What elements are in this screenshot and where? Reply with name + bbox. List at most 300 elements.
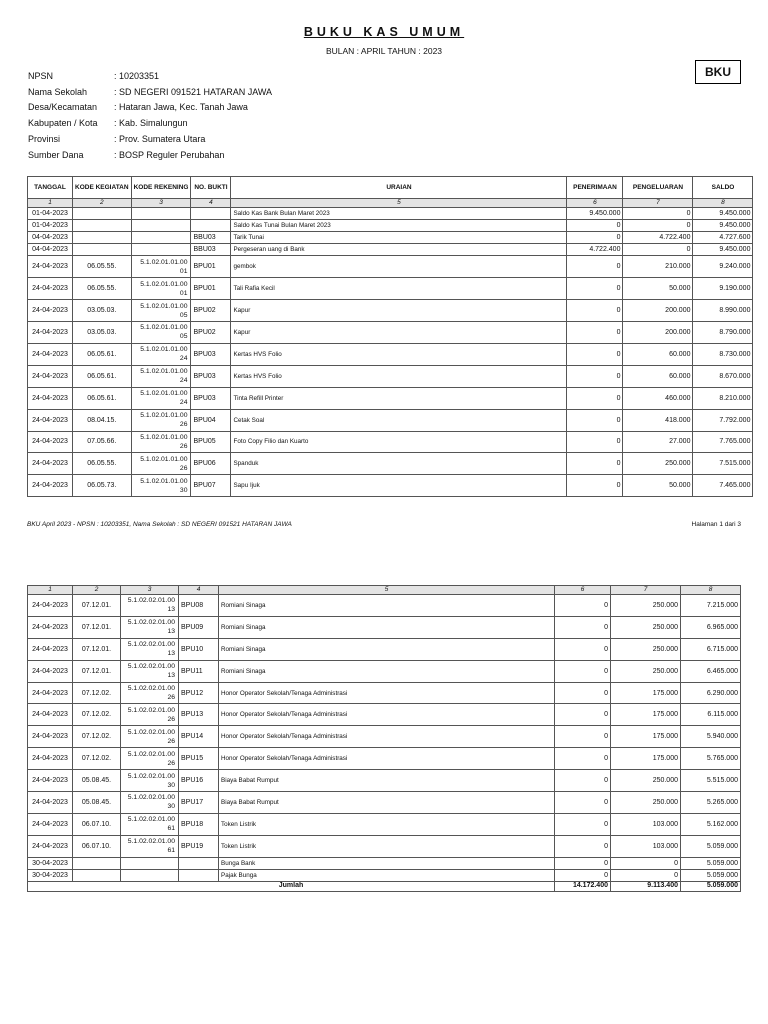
- cell-pengeluaran: 418.000: [623, 409, 693, 431]
- cell-penerimaan: 0: [555, 682, 611, 704]
- cell-uraian: Token Listrik: [219, 835, 555, 857]
- cell-penerimaan: 0: [555, 660, 611, 682]
- table-row: [28, 208, 753, 220]
- info-value: : BOSP Reguler Perubahan: [114, 149, 225, 160]
- cell-tanggal: 24-04-2023: [28, 409, 73, 431]
- cell-kode-rekening: 5.1.02.01.01.00 26: [131, 431, 191, 453]
- table-row: [28, 748, 741, 770]
- info-label: NPSN: [28, 70, 54, 81]
- cell-kode-kegiatan: 06.05.61.: [73, 365, 132, 387]
- info-row: [28, 115, 272, 131]
- cell-kode-kegiatan: 07.12.02.: [73, 726, 121, 748]
- column-header: TANGGAL: [28, 177, 73, 199]
- cell-kode-rekening: 5.1.02.01.01.00 05: [131, 300, 191, 322]
- table-row: [28, 322, 753, 344]
- cell-no-bukti: BPU11: [179, 660, 219, 682]
- cell-uraian: Romiani Sinaga: [219, 638, 555, 660]
- cell-tanggal: 24-04-2023: [28, 748, 73, 770]
- cell-penerimaan: 0: [555, 726, 611, 748]
- cell-kode-rekening: 5.1.02.02.01.00 13: [121, 595, 179, 617]
- cell-kode-rekening: 5.1.02.02.01.00 26: [121, 682, 179, 704]
- info-row: [28, 68, 272, 84]
- bku-badge: BKU: [695, 60, 741, 84]
- cell-pengeluaran: 60.000: [623, 343, 693, 365]
- cell-uraian: Foto Copy Filio dan Kuarto: [231, 431, 567, 453]
- cell-kode-rekening: 5.1.02.02.01.00 61: [121, 835, 179, 857]
- cell-no-bukti: BPU18: [179, 813, 219, 835]
- cell-no-bukti: BPU12: [179, 682, 219, 704]
- info-row: [28, 147, 272, 163]
- cell-saldo: 7.515.000: [693, 453, 753, 475]
- cell-kode-rekening: 5.1.02.01.01.00 26: [131, 453, 191, 475]
- cell-pengeluaran: 175.000: [611, 682, 681, 704]
- cell-kode-kegiatan: [73, 232, 132, 244]
- cell-pengeluaran: 50.000: [623, 278, 693, 300]
- cell-pengeluaran: 175.000: [611, 704, 681, 726]
- cell-uraian: gembok: [231, 256, 567, 278]
- cell-penerimaan: 0: [555, 813, 611, 835]
- cell-tanggal: 24-04-2023: [28, 726, 73, 748]
- table-row: [28, 704, 741, 726]
- column-number: 3: [121, 586, 179, 595]
- cell-uraian: Romiani Sinaga: [219, 595, 555, 617]
- cell-uraian: Romiani Sinaga: [219, 660, 555, 682]
- school-info: [28, 68, 272, 163]
- cell-tanggal: 24-04-2023: [28, 638, 73, 660]
- column-number: 6: [567, 199, 623, 208]
- cell-penerimaan: 0: [555, 748, 611, 770]
- cell-kode-kegiatan: 05.08.45.: [73, 770, 121, 792]
- table-row: [28, 409, 753, 431]
- cell-no-bukti: BPU14: [179, 726, 219, 748]
- cell-saldo: 8.210.000: [693, 387, 753, 409]
- cell-pengeluaran: 250.000: [611, 770, 681, 792]
- cell-kode-kegiatan: 07.05.66.: [73, 431, 132, 453]
- cell-kode-rekening: 5.1.02.01.01.00 01: [131, 278, 191, 300]
- cell-no-bukti: BPU08: [179, 595, 219, 617]
- cell-penerimaan: 0: [567, 322, 623, 344]
- ledger-table-page-1: [27, 176, 753, 497]
- info-row: [28, 84, 272, 100]
- total-label: Jumlah: [28, 881, 555, 891]
- cell-kode-rekening: [131, 244, 191, 256]
- cell-saldo: 4.727.600: [693, 232, 753, 244]
- cell-penerimaan: 0: [567, 475, 623, 497]
- cell-no-bukti: [179, 869, 219, 881]
- table-row: [28, 256, 753, 278]
- cell-pengeluaran: 50.000: [623, 475, 693, 497]
- cell-tanggal: 24-04-2023: [28, 453, 73, 475]
- info-value: : 10203351: [114, 70, 160, 81]
- cell-no-bukti: BBU03: [191, 244, 231, 256]
- cell-uraian: Tinta Refill Printer: [231, 387, 567, 409]
- cell-pengeluaran: 103.000: [611, 835, 681, 857]
- cell-pengeluaran: 250.000: [611, 616, 681, 638]
- cell-saldo: 5.059.000: [681, 869, 741, 881]
- cell-tanggal: 30-04-2023: [28, 869, 73, 881]
- cell-kode-kegiatan: [73, 220, 132, 232]
- cell-saldo: 9.240.000: [693, 256, 753, 278]
- cell-kode-kegiatan: [73, 869, 121, 881]
- cell-no-bukti: BPU13: [179, 704, 219, 726]
- cell-tanggal: 24-04-2023: [28, 475, 73, 497]
- cell-kode-rekening: 5.1.02.01.01.00 24: [131, 365, 191, 387]
- cell-tanggal: 04-04-2023: [28, 244, 73, 256]
- cell-pengeluaran: 103.000: [611, 813, 681, 835]
- cell-no-bukti: BPU04: [191, 409, 231, 431]
- info-label: Nama Sekolah: [28, 86, 88, 97]
- cell-tanggal: 24-04-2023: [28, 322, 73, 344]
- column-number: 1: [28, 199, 73, 208]
- cell-kode-rekening: [121, 869, 179, 881]
- cell-penerimaan: 4.722.400: [567, 244, 623, 256]
- cell-tanggal: 01-04-2023: [28, 208, 73, 220]
- cell-tanggal: 24-04-2023: [28, 343, 73, 365]
- ledger-table-page-2: [27, 585, 741, 892]
- column-header: PENGELUARAN: [623, 177, 693, 199]
- info-label: Sumber Dana: [28, 149, 84, 160]
- cell-kode-kegiatan: 07.12.02.: [73, 748, 121, 770]
- cell-uraian: Spanduk: [231, 453, 567, 475]
- cell-kode-rekening: 5.1.02.01.01.00 05: [131, 322, 191, 344]
- cell-tanggal: 24-04-2023: [28, 660, 73, 682]
- column-number: 7: [623, 199, 693, 208]
- cell-pengeluaran: 27.000: [623, 431, 693, 453]
- header-row: [28, 177, 753, 199]
- cell-no-bukti: BPU17: [179, 792, 219, 814]
- cell-uraian: Cetak Soal: [231, 409, 567, 431]
- cell-kode-rekening: [131, 208, 191, 220]
- table-row: [28, 638, 741, 660]
- table-row: [28, 869, 741, 881]
- table-row: [28, 343, 753, 365]
- table-row: [28, 616, 741, 638]
- cell-uraian: Tarik Tunai: [231, 232, 567, 244]
- column-header: KODE KEGIATAN: [73, 177, 132, 199]
- cell-pengeluaran: 0: [623, 220, 693, 232]
- table-row: [28, 792, 741, 814]
- cell-penerimaan: 0: [555, 616, 611, 638]
- cell-pengeluaran: 0: [611, 869, 681, 881]
- cell-uraian: Pajak Bunga: [219, 869, 555, 881]
- cell-saldo: 6.290.000: [681, 682, 741, 704]
- cell-kode-kegiatan: 03.05.03.: [73, 300, 132, 322]
- cell-penerimaan: 0: [567, 232, 623, 244]
- cell-pengeluaran: 200.000: [623, 300, 693, 322]
- cell-kode-kegiatan: 07.12.02.: [73, 682, 121, 704]
- cell-kode-kegiatan: 07.12.01.: [73, 595, 121, 617]
- cell-no-bukti: BPU05: [191, 431, 231, 453]
- cell-saldo: 7.215.000: [681, 595, 741, 617]
- table-row: [28, 835, 741, 857]
- cell-kode-rekening: 5.1.02.02.01.00 26: [121, 748, 179, 770]
- cell-tanggal: 24-04-2023: [28, 813, 73, 835]
- cell-saldo: 8.990.000: [693, 300, 753, 322]
- column-number: 4: [179, 586, 219, 595]
- cell-tanggal: 24-04-2023: [28, 704, 73, 726]
- cell-kode-rekening: 5.1.02.02.01.00 13: [121, 660, 179, 682]
- cell-pengeluaran: 250.000: [611, 660, 681, 682]
- cell-penerimaan: 9.450.000: [567, 208, 623, 220]
- cell-kode-kegiatan: [73, 208, 132, 220]
- cell-uraian: Pergeseran uang di Bank: [231, 244, 567, 256]
- table-row: [28, 813, 741, 835]
- cell-pengeluaran: 175.000: [611, 748, 681, 770]
- cell-no-bukti: [191, 220, 231, 232]
- cell-no-bukti: BPU03: [191, 365, 231, 387]
- info-row: [28, 100, 272, 116]
- cell-kode-rekening: 5.1.02.01.01.00 26: [131, 409, 191, 431]
- column-number: 1: [28, 586, 73, 595]
- cell-kode-kegiatan: 06.07.10.: [73, 835, 121, 857]
- column-header: KODE REKENING: [131, 177, 191, 199]
- cell-tanggal: 24-04-2023: [28, 256, 73, 278]
- cell-tanggal: 24-04-2023: [28, 595, 73, 617]
- cell-kode-kegiatan: [73, 857, 121, 869]
- cell-kode-rekening: [121, 857, 179, 869]
- cell-pengeluaran: 200.000: [623, 322, 693, 344]
- column-header: NO. BUKTI: [191, 177, 231, 199]
- cell-uraian: Honor Operator Sekolah/Tenaga Administrasi: [219, 748, 555, 770]
- cell-no-bukti: BPU09: [179, 616, 219, 638]
- cell-no-bukti: BPU03: [191, 387, 231, 409]
- cell-saldo: 9.450.000: [693, 208, 753, 220]
- cell-uraian: Honor Operator Sekolah/Tenaga Administrasi: [219, 726, 555, 748]
- table-row: [28, 770, 741, 792]
- cell-no-bukti: BPU15: [179, 748, 219, 770]
- table-row: [28, 232, 753, 244]
- cell-kode-rekening: 5.1.02.02.01.00 61: [121, 813, 179, 835]
- total-saldo: 5.059.000: [681, 881, 741, 891]
- cell-no-bukti: BPU02: [191, 322, 231, 344]
- cell-penerimaan: 0: [555, 792, 611, 814]
- table-row: [28, 300, 753, 322]
- cell-penerimaan: 0: [567, 343, 623, 365]
- table-row: [28, 220, 753, 232]
- cell-no-bukti: BBU03: [191, 232, 231, 244]
- cell-kode-kegiatan: 06.05.61.: [73, 387, 132, 409]
- cell-pengeluaran: 175.000: [611, 726, 681, 748]
- cell-tanggal: 24-04-2023: [28, 365, 73, 387]
- cell-penerimaan: 0: [567, 220, 623, 232]
- info-value: : Kab. Simalungun: [114, 118, 188, 129]
- cell-uraian: Saldo Kas Bank Bulan Maret 2023: [231, 208, 567, 220]
- total-row: [28, 881, 741, 891]
- cell-penerimaan: 0: [567, 365, 623, 387]
- table-row: [28, 431, 753, 453]
- cell-penerimaan: 0: [567, 453, 623, 475]
- cell-penerimaan: 0: [555, 857, 611, 869]
- cell-kode-kegiatan: 06.05.55.: [73, 453, 132, 475]
- cell-tanggal: 24-04-2023: [28, 431, 73, 453]
- cell-uraian: Saldo Kas Tunai Bulan Maret 2023: [231, 220, 567, 232]
- cell-penerimaan: 0: [567, 256, 623, 278]
- cell-penerimaan: 0: [567, 431, 623, 453]
- cell-tanggal: 24-04-2023: [28, 682, 73, 704]
- cell-no-bukti: BPU06: [191, 453, 231, 475]
- column-number: 2: [73, 199, 132, 208]
- cell-no-bukti: BPU01: [191, 256, 231, 278]
- cell-tanggal: 24-04-2023: [28, 616, 73, 638]
- table-row: [28, 387, 753, 409]
- cell-pengeluaran: 4.722.400: [623, 232, 693, 244]
- page-footer-description: BKU April 2023 - NPSN : 10203351, Nama Sekolah : SD NEGERI 091521 HATARAN JAWA: [27, 521, 292, 528]
- column-header: SALDO: [693, 177, 753, 199]
- cell-pengeluaran: 250.000: [623, 453, 693, 475]
- column-number: 6: [555, 586, 611, 595]
- cell-pengeluaran: 60.000: [623, 365, 693, 387]
- column-number: 7: [611, 586, 681, 595]
- table-row: [28, 453, 753, 475]
- cell-no-bukti: [179, 857, 219, 869]
- info-value: : Prov. Sumatera Utara: [114, 134, 206, 145]
- cell-saldo: 7.765.000: [693, 431, 753, 453]
- cell-tanggal: 24-04-2023: [28, 770, 73, 792]
- column-number-row: [28, 586, 741, 595]
- table-row: [28, 595, 741, 617]
- table-row: [28, 244, 753, 256]
- info-value: : SD NEGERI 091521 HATARAN JAWA: [114, 86, 273, 97]
- cell-saldo: 7.465.000: [693, 475, 753, 497]
- cell-kode-kegiatan: 05.08.45.: [73, 792, 121, 814]
- cell-kode-rekening: 5.1.02.02.01.00 30: [121, 792, 179, 814]
- column-number: 2: [73, 586, 121, 595]
- cell-penerimaan: 0: [555, 595, 611, 617]
- cell-kode-kegiatan: 03.05.03.: [73, 322, 132, 344]
- table-row: [28, 726, 741, 748]
- cell-tanggal: 04-04-2023: [28, 232, 73, 244]
- cell-kode-rekening: 5.1.02.02.01.00 30: [121, 770, 179, 792]
- cell-penerimaan: 0: [567, 387, 623, 409]
- document-subtitle: BULAN : APRIL TAHUN : 2023: [325, 46, 443, 56]
- cell-penerimaan: 0: [555, 770, 611, 792]
- cell-kode-kegiatan: 07.12.01.: [73, 660, 121, 682]
- info-label: Kabupaten / Kota: [28, 118, 98, 129]
- cell-kode-kegiatan: 07.12.01.: [73, 616, 121, 638]
- cell-saldo: 5.265.000: [681, 792, 741, 814]
- cell-saldo: 5.059.000: [681, 835, 741, 857]
- cell-uraian: Biaya Babat Rumput: [219, 770, 555, 792]
- cell-kode-rekening: 5.1.02.01.01.00 24: [131, 387, 191, 409]
- cell-pengeluaran: 0: [623, 208, 693, 220]
- info-label: Desa/Kecamatan: [28, 102, 98, 113]
- cell-kode-rekening: 5.1.02.01.01.00 24: [131, 343, 191, 365]
- cell-kode-kegiatan: 06.05.61.: [73, 343, 132, 365]
- column-number: 3: [131, 199, 191, 208]
- cell-no-bukti: BPU03: [191, 343, 231, 365]
- cell-saldo: 5.765.000: [681, 748, 741, 770]
- column-header: URAIAN: [231, 177, 567, 199]
- cell-pengeluaran: 250.000: [611, 792, 681, 814]
- cell-kode-kegiatan: 06.07.10.: [73, 813, 121, 835]
- cell-no-bukti: [191, 208, 231, 220]
- cell-uraian: Honor Operator Sekolah/Tenaga Administrasi: [219, 682, 555, 704]
- cell-penerimaan: 0: [567, 300, 623, 322]
- cell-uraian: Kertas HVS Folio: [231, 365, 567, 387]
- cell-kode-kegiatan: 06.05.55.: [73, 256, 132, 278]
- total-penerimaan: 14.172.400: [555, 881, 611, 891]
- table-row: [28, 278, 753, 300]
- cell-uraian: Honor Operator Sekolah/Tenaga Administrasi: [219, 704, 555, 726]
- cell-kode-rekening: 5.1.02.02.01.00 13: [121, 616, 179, 638]
- cell-tanggal: 24-04-2023: [28, 835, 73, 857]
- cell-pengeluaran: 460.000: [623, 387, 693, 409]
- cell-tanggal: 24-04-2023: [28, 300, 73, 322]
- info-row: [28, 131, 272, 147]
- column-number: 5: [231, 199, 567, 208]
- table-row: [28, 365, 753, 387]
- cell-pengeluaran: 210.000: [623, 256, 693, 278]
- cell-no-bukti: BPU16: [179, 770, 219, 792]
- column-number: 5: [219, 586, 555, 595]
- table-row: [28, 857, 741, 869]
- column-number: 8: [693, 199, 753, 208]
- cell-saldo: 9.450.000: [693, 220, 753, 232]
- cell-kode-rekening: 5.1.02.01.01.00 30: [131, 475, 191, 497]
- cell-saldo: 8.730.000: [693, 343, 753, 365]
- cell-kode-kegiatan: 08.04.15.: [73, 409, 132, 431]
- column-number: 4: [191, 199, 231, 208]
- cell-pengeluaran: 250.000: [611, 595, 681, 617]
- cell-kode-rekening: [131, 220, 191, 232]
- cell-pengeluaran: 0: [623, 244, 693, 256]
- cell-pengeluaran: 0: [611, 857, 681, 869]
- cell-penerimaan: 0: [555, 835, 611, 857]
- cell-penerimaan: 0: [567, 409, 623, 431]
- cell-uraian: Kapur: [231, 322, 567, 344]
- cell-kode-kegiatan: 06.05.73.: [73, 475, 132, 497]
- cell-tanggal: 24-04-2023: [28, 792, 73, 814]
- cell-no-bukti: BPU07: [191, 475, 231, 497]
- cell-tanggal: 24-04-2023: [28, 278, 73, 300]
- total-pengeluaran: 9.113.400: [611, 881, 681, 891]
- info-value: : Hataran Jawa, Kec. Tanah Jawa: [114, 102, 248, 113]
- cell-saldo: 6.715.000: [681, 638, 741, 660]
- cell-penerimaan: 0: [567, 278, 623, 300]
- cell-kode-kegiatan: 06.05.55.: [73, 278, 132, 300]
- cell-kode-rekening: 5.1.02.02.01.00 26: [121, 726, 179, 748]
- cell-saldo: 8.670.000: [693, 365, 753, 387]
- cell-uraian: Romiani Sinaga: [219, 616, 555, 638]
- cell-uraian: Sapu Ijuk: [231, 475, 567, 497]
- cell-uraian: Tali Rafia Kecil: [231, 278, 567, 300]
- column-header: PENERIMAAN: [567, 177, 623, 199]
- cell-tanggal: 24-04-2023: [28, 387, 73, 409]
- cell-saldo: 6.115.000: [681, 704, 741, 726]
- cell-saldo: 5.059.000: [681, 857, 741, 869]
- cell-penerimaan: 0: [555, 704, 611, 726]
- cell-saldo: 5.940.000: [681, 726, 741, 748]
- cell-uraian: Token Listrik: [219, 813, 555, 835]
- cell-saldo: 7.792.000: [693, 409, 753, 431]
- cell-penerimaan: 0: [555, 638, 611, 660]
- cell-kode-rekening: [131, 232, 191, 244]
- cell-no-bukti: BPU02: [191, 300, 231, 322]
- cell-kode-kegiatan: 07.12.01.: [73, 638, 121, 660]
- cell-tanggal: 01-04-2023: [28, 220, 73, 232]
- page-footer-pagination: Halaman 1 dari 3: [691, 521, 741, 528]
- cell-no-bukti: BPU01: [191, 278, 231, 300]
- cell-saldo: 9.450.000: [693, 244, 753, 256]
- document-title: BUKU KAS UMUM: [303, 25, 465, 39]
- cell-kode-kegiatan: [73, 244, 132, 256]
- cell-uraian: Kertas HVS Folio: [231, 343, 567, 365]
- cell-uraian: Kapur: [231, 300, 567, 322]
- cell-saldo: 5.162.000: [681, 813, 741, 835]
- cell-uraian: Bunga Bank: [219, 857, 555, 869]
- info-label: Provinsi: [28, 134, 61, 145]
- column-number-row: [28, 199, 753, 208]
